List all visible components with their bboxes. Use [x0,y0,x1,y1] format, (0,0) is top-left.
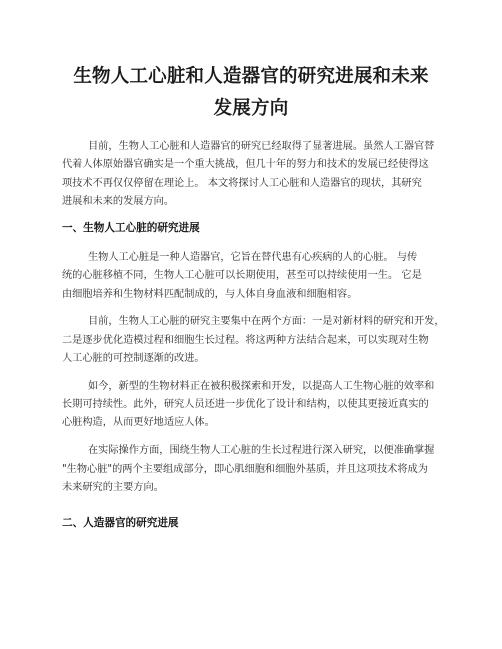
s1-p4-line-1: 在实际操作方面，围绕生物人工心脏的生长过程进行深入研究，以便准确掌握 [88,445,435,456]
s1-p3-line-3: 心脏构造，从而更好地适应人体。 [62,417,215,428]
s1-p2-line-1: 目前，生物人工心脏的研究主要集中在两个方面：一是对新材料的研究和开发， [88,316,445,327]
document-title-line-2: 发展方向 [213,98,289,119]
document-title-line-1: 生物人工心脏和人造器官的研究进展和未来 [73,66,429,87]
s1-p2-line-3: 人工心脏的可控制逐渐的改进。 [62,353,205,364]
intro-line-1: 目前，生物人工心脏和人造器官的研究已经取得了显著进展。虽然人工器官替 [88,141,435,152]
section-1-heading: 一、生物人工心脏的研究进展 [62,222,200,234]
s1-p1-line-1: 生物人工心脏是一种人造器官，它旨在替代患有心疾病的人的心脏。 与传 [88,252,418,263]
intro-line-2: 代着人体原始器官确实是一个重大挑战，但几十年的努力和技术的发展已经使得这 [62,159,429,170]
s1-p3-line-2: 长期可持续性。此外，研究人员还进一步优化了设计和结构，以使其更接近真实的 [62,399,429,410]
s1-p3-line-1: 如今，新型的生物材料正在被积极探索和开发，以提高人工生物心脏的效率和 [88,381,435,392]
s1-p2-line-2: 二是逐步优化造模过程和细胞生长过程。将这两种方法结合起来，可以实现对生物 [62,335,429,346]
s1-p1-line-2: 统的心脏移植不同，生物人工心脏可以长期使用，甚至可以持续使用一生。 它是 [62,270,422,281]
s1-p4-line-2: "生物心脏"的两个主要组成部分，即心肌细胞和细胞外基质，并且这项技术将成为 [62,464,428,475]
intro-line-3: 项技术不再仅仅停留在理论上。 本文将探讨人工心脏和人造器官的现状，其研究 [62,178,422,189]
s1-p4-line-3: 未来研究的主要方向。 [62,482,164,493]
intro-line-4: 进展和未来的发展方向。 [62,196,175,207]
section-2-heading: 二、人造器官的研究进展 [62,517,179,529]
s1-p1-line-3: 由细胞培养和生物材料匹配制成的，与人体自身血液和细胞相容。 [62,289,358,300]
